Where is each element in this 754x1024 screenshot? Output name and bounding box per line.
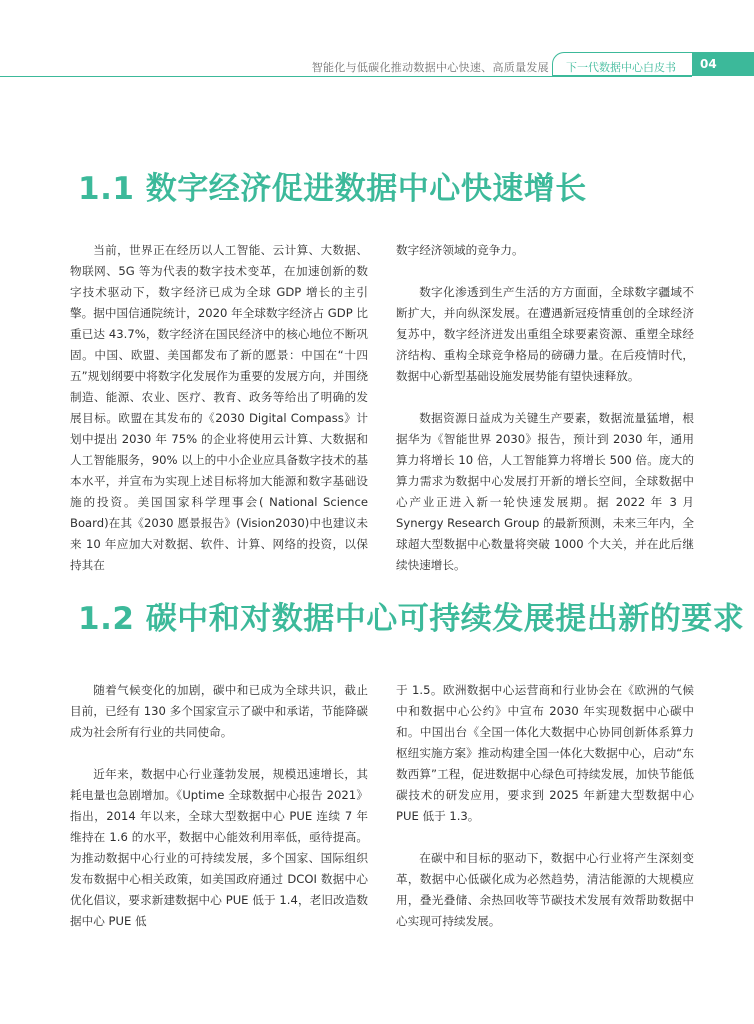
page-number-badge: 04 [692,52,754,76]
paragraph: 近年来，数据中心行业蓬勃发展，规模迅速增长，其耗电量也急剧增加。《Uptime 全球数据中心报告 2021》指出，2014 年以来，全球大型数据中心 PUE 连续 7 年维持在 1.6 的水平，数据中心能效利用率低，亟待提高。为推动数据中心行业的可持续发展，多个国家、国际组织发布数据中心相关政策，如美国政府通过 DCOI 数据中心优化倡议，要求新建数据中心 PUE 低于 1.4，老旧改造数据中心 PUE 低 [70,767,368,928]
paragraph: 在碳中和目标的驱动下，数据中心行业将产生深刻变革，数据中心低碳化成为必然趋势，清洁能源的大规模应用，叠光叠储、余热回收等节碳技术发展有效帮助数据中心实现可持续发展。 [396,851,694,928]
paragraph: 随着气候变化的加剧，碳中和已成为全球共识，截止目前，已经有 130 多个国家宣示了碳中和承诺，节能降碳成为社会所有行业的共同使命。 [70,683,368,739]
page-header [0,50,754,80]
paragraph: 数据资源日益成为关键生产要素，数据流量猛增，根据华为《智能世界 2030》报告，预计到 2030 年，通用算力将增长 10 倍，人工智能算力将增长 500 倍。庞大的算力需求为数据中心发展打开新的增长空间，全球数据中心产业正进入新一轮快速发展期。据 2022 年 3 月 Synergy Research Group 的最新预测，未来三年内，全球超大型数据中心数量将突破 1000 个大关，并在此后继续快速增长。 [396,411,694,572]
paragraph-continuation: 数字经济领域的竞争力。 [396,243,524,257]
paragraph-continuation: 于 1.5。欧洲数据中心运营商和行业协会在《欧洲的气候中和数据中心公约》中宣布 2030 年实现数据中心碳中和。中国出台《全国一体化大数据中心协同创新体系算力枢纽实施方案》推动构建全国一体化大数据中心，启动“东数西算”工程，促进数据中心绿色可持续发展，加快节能低碳技术的研发应用，要求到 2025 年新建大型数据中心 PUE 低于 1.3。 [396,683,694,823]
section-2-left-column [70,680,368,932]
section-1-left-column [70,240,368,576]
paragraph: 数字化渗透到生产生活的方方面面，全球数字疆域不断扩大，并向纵深发展。在遭遇新冠疫情重创的全球经济复苏中，数字经济迸发出重组全球要素资源、重塑全球经济结构、重构全球竞争格局的磅礴力量。在后疫情时代，数据中心新型基础设施发展势能有望快速释放。 [396,285,694,383]
paragraph: 当前，世界正在经历以人工智能、云计算、大数据、物联网、5G 等为代表的数字技术变革，在加速创新的数字技术驱动下，数字经济已成为全球 GDP 增长的主引擎。据中国信通院统计，2020 年全球数字经济占 GDP 比重已达 43.7%，数字经济在国民经济中的核心地位不断巩固。中国、欧盟、美国都发布了新的愿景：中国在“十四五”规划纲要中将数字化发展作为重要的发展方向，并围绕制造、能源、农业、医疗、教育、政务等给出了明确的发展目标。欧盟在其发布的《2030 Digital Compass》计划中提出 2030 年 75% 的企业将使用云计算、大数据和人工智能服务，90% 以上的中小企业应具备数字技术的基本水平，并宣布为实现上述目标将加大能源和数字基础设施的投资。美国国家科学理事会( National Science Board)在其《2030 愿景报告》(Vision2030)中也建议未来 10 年应加大对数据、软件、计算、网络的投资，以保持其在 [70,243,368,572]
section-heading-1-1: 1.1 数字经济促进数据中心快速增长 [78,171,587,207]
section-2-right-column [396,680,694,932]
header-topic: 智能化与低碳化推动数据中心快速、高质量发展 [311,61,549,74]
header-document-title: 下一代数据中心白皮书 [566,61,676,74]
header-divider [0,76,692,77]
section-1-right-column [396,240,694,576]
section-heading-1-2: 1.2 碳中和对数据中心可持续发展提出新的要求 [78,601,745,637]
